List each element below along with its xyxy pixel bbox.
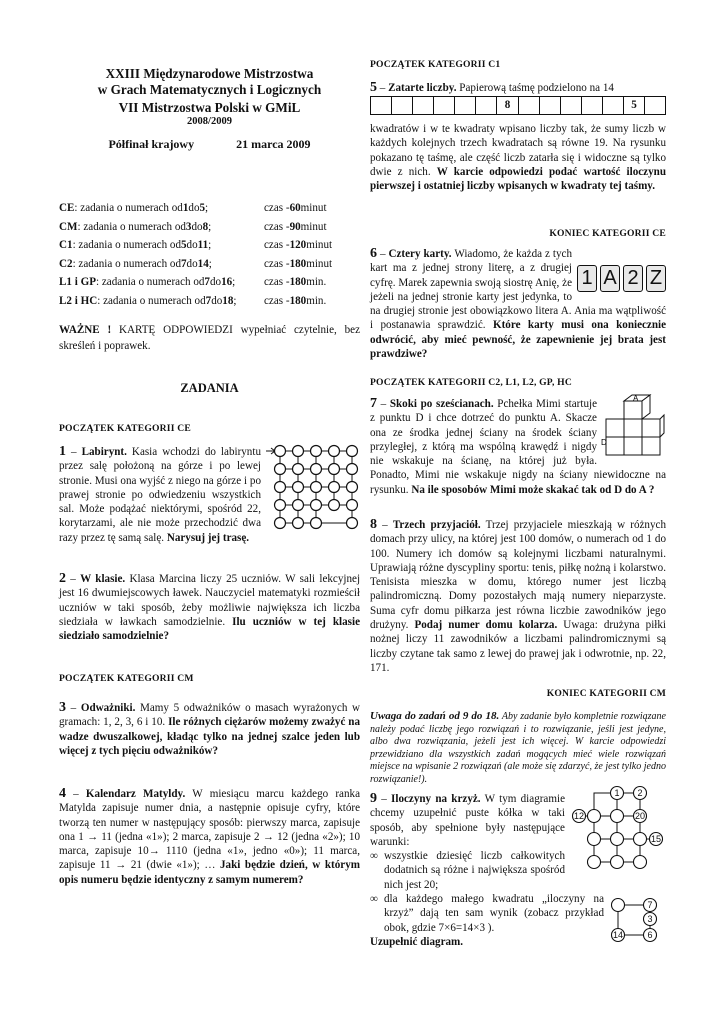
problem-2: 2 – W klasie. Klasa Marcina liczy 25 uczniów. W sali lekcyjnej jest 16 dwumiejscowych ławek. Nauczyciel matematyki rozmieścił uczniów w taki sposób, żeby możliwie największa ich liczba siedziała w ławkach samodzielnie. Ilu uczniów w tej klasie siedziało samodzielnie? bbox=[59, 571, 361, 643]
tape-cell bbox=[645, 97, 665, 114]
schedule-category: CE bbox=[59, 202, 75, 214]
schedule-mid: do bbox=[186, 239, 198, 252]
schedule-time-label: czas - bbox=[264, 239, 290, 252]
schedule-time-label: czas - bbox=[264, 202, 290, 214]
schedule-to: 14 bbox=[197, 257, 209, 270]
problem-9-condition-2: ∞ dla każdego małego kwadratu „iloczyny na krzyż” dają ten sam wynik (zobacz przykład obok, gdzie 7×6=14×3 ). bbox=[370, 892, 666, 935]
schedule-to: 16 bbox=[221, 276, 233, 289]
header bbox=[59, 66, 360, 151]
header-season: 2008/2009 bbox=[187, 115, 232, 127]
schedule-category: C1 bbox=[59, 239, 73, 252]
header-title-3: VII Mistrzostwa Polski w GMiL bbox=[118, 100, 301, 116]
tape-cell bbox=[434, 97, 455, 114]
labyrinth-diagram bbox=[266, 445, 360, 535]
card: Z bbox=[646, 265, 666, 292]
label-start-ce: POCZĄTEK KATEGORII CE bbox=[59, 423, 191, 434]
tape-cell bbox=[476, 97, 497, 114]
tape-cell bbox=[582, 97, 603, 114]
problem-8-body: Trzej przyjaciele mieszkają w różnych domach przy ulicy, na której jest 100 domów, o numerach od 1 do 100. Numery ich domów są kolejnymi liczbami naturalnymi. Uprawiają różne dyscypliny sportu: tenis, piłkę nożną i kolarstwo. Tenisista mieszka w domu, którego numer jest liczbą palindromiczną. Domy pozostałych mają numery nieparzyste. Suma cyfr domu piłkarza jest równa liczbie zawodników jego drużyny. bbox=[370, 519, 666, 632]
schedule-mid: do bbox=[211, 294, 223, 307]
schedule-range bbox=[59, 273, 264, 292]
problem-5-title: Zatarte liczby. bbox=[388, 82, 457, 94]
schedule-row bbox=[59, 255, 360, 274]
problem-9-body: W tym diagramie chcemy uzupełnić puste kółka w taki sposób, aby spełnione były następujące warunki: bbox=[370, 793, 565, 848]
schedule-to: 5 bbox=[199, 202, 206, 214]
cube-label-a: A bbox=[633, 394, 639, 403]
problem-1-ask: Narysuj jej trasę. bbox=[166, 531, 250, 544]
notice bbox=[59, 322, 360, 354]
problem-2-number: 2 bbox=[59, 571, 66, 586]
problem-4-title: Kalendarz Matyldy. bbox=[85, 788, 186, 800]
schedule-mid: do bbox=[188, 202, 200, 214]
problem-6-ask: Które karty musi ona koniecznie odwrócić, aby mieć pewność, że zapewnienie jej brata jest prawdziwe? bbox=[370, 319, 667, 361]
schedule-to: 11 bbox=[197, 239, 209, 252]
schedule-text: : zadania o numerach od bbox=[74, 202, 183, 214]
schedule-end: ; bbox=[232, 276, 236, 289]
problem-8-note: Uwaga: drużyna piłki nożnej liczy 11 zawodników a liczbami palindromicznymi są liczby czytane tak samo z lewej do prawej jak i odwrotnie, np. 22, 171. bbox=[370, 619, 666, 674]
label-start-c1: POCZĄTEK KATEGORII C1 bbox=[370, 59, 501, 70]
grid-number: 2 bbox=[637, 788, 643, 798]
problem-1-body: Kasia wchodzi do labiryntu przez salę położoną na górze i po lewej stronie. Musi ona wyjść z niego na górze i po prawej stronie po odwiedzeniu wszystkich sal. Może podążać niektórymi, spośród 22, korytarzami, ale nie może przechodzić dwa razy przez tę samą salę. bbox=[59, 446, 261, 544]
schedule-mid: do bbox=[186, 257, 198, 270]
notice-bold: WAŻNE ! bbox=[59, 324, 112, 336]
tape-cell: 5 bbox=[624, 97, 645, 114]
schedule-range bbox=[59, 236, 264, 255]
problem-1: 1 – Labirynt. Kasia wchodzi do labiryntu przez salę położoną na górze i po lewej stronie. Musi ona wyjść z niego na górze i po prawej stronie po odwiedzeniu wszystkich sal. Może podążać niektórymi, spośród 22, korytarzami, ale nie może przechodzić dwa razy przez tę samą salę. Narysuj jej trasę. bbox=[59, 445, 360, 545]
header-title-1: XXIII Międzynarodowe Mistrzostwa bbox=[105, 66, 314, 81]
problem-2-body: Klasa Marcina liczy 25 uczniów. W sali lekcyjnej jest 16 dwumiejscowych ławek. Nauczyciel matematyki rozmieścił uczniów w taki sposób, żeby możliwie największa ich liczba siedziała w ławkach samodzielnie. bbox=[59, 573, 361, 628]
header-stage-line bbox=[59, 137, 360, 151]
grid-circle bbox=[611, 810, 624, 823]
schedule-from: 5 bbox=[181, 239, 187, 252]
schedule-text: : zadania o numerach od bbox=[77, 220, 186, 233]
schedule-unit: minut bbox=[306, 257, 333, 270]
schedule-time: 180 bbox=[289, 294, 307, 307]
tape-cell bbox=[519, 97, 540, 114]
cross-product-example bbox=[606, 895, 662, 945]
schedule-text: : zadania o numerach od bbox=[72, 239, 181, 252]
grid-number: 15 bbox=[650, 834, 662, 844]
problem-2-ask: Ilu uczniów w tej klasie siedziało samodzielnie? bbox=[59, 615, 360, 643]
problem-7-number: 7 bbox=[370, 396, 377, 411]
problem-6-title: Cztery karty. bbox=[388, 248, 452, 260]
schedule-category: CM bbox=[59, 220, 78, 233]
cubes-diagram bbox=[602, 393, 666, 459]
schedule-unit: minut bbox=[300, 202, 327, 214]
schedule-from: 7 bbox=[205, 294, 212, 307]
grid-number: 7 bbox=[647, 900, 653, 910]
schedule-end: ; bbox=[208, 257, 212, 270]
grid-number: 20 bbox=[634, 811, 646, 821]
card: A bbox=[600, 265, 620, 292]
header-stage: Półfinał krajowy bbox=[108, 137, 195, 152]
problem-8-number: 8 bbox=[370, 517, 377, 532]
schedule-from: 1 bbox=[182, 202, 189, 214]
cube-label-d: D bbox=[601, 438, 607, 447]
problem-3-ask: Ile różnych ciężarów możemy zważyć na wadze dwuszalkowej, kładąc tylko na jednej szalce jeden lub więcej z tych pięciu odważników? bbox=[59, 716, 361, 757]
problem-5-ask: W karcie odpowiedzi podać wartość iloczynu pierwszej i ostatniej liczby wpisanych w kwadraty tej taśmy. bbox=[370, 165, 666, 193]
schedule-range bbox=[59, 292, 264, 311]
problem-2-title: W klasie. bbox=[80, 573, 126, 585]
problem-9-title: Iloczyny na krzyż. bbox=[391, 793, 481, 805]
problem-9-condition-1: ∞ wszystkie dziesięć liczb całkowitych dodatnich są różne i największa spośród nich jest 20; bbox=[370, 849, 666, 892]
card: 1 bbox=[577, 265, 597, 292]
problem-7: A D 7 – Skoki po sześcianach. Pchełka Mimi startuje z punktu D i chce dotrzeć do punktu A. Skacze ona ze środka jednej ściany na środek ściany przyległej, z którą ma wspólną krawędź i nigdy nie wskakuje na ścianę, na której już była. Ponadto, Mimi nie wskakuje nigdy na ściany niewidoczne na rysunku. Na ile sposobów Mimi może skakać tak od D do A ? bbox=[370, 394, 666, 496]
card: 2 bbox=[623, 265, 643, 292]
schedule-time-label: czas - bbox=[264, 276, 290, 289]
problem-4: 4 – Kalendarz Matyldy. W miesiącu marcu każdego ranka Matylda zapisuje numer dnia, a następnie opisuje cyfry, które tworzą ten numer w następujący sposób: pierwszy marca, zapisuje ona 1 → 11 (jedna «1»); 2 marca, zapisuje 2 → 12 (jedna «2»); 10 marca, zapisuje 10→ 1110 (jedna «1», jedno «0»); 11 marca, zapisuje 11 → 21 (dwie «1»); … Jaki będzie dzień, w którym opis numeru będzie identyczny z samym numerem? bbox=[59, 786, 360, 886]
warning-head: Uwaga do zadań od 9 do 18. bbox=[370, 710, 500, 722]
tape-cell bbox=[455, 97, 476, 114]
problem-9-ask: Uzupełnić diagram. bbox=[370, 935, 464, 948]
problem-7-title: Skoki po sześcianach. bbox=[389, 398, 494, 410]
problem-5-body: kwadratów i w te kwadraty wpisano liczby tak, że sumy liczb w każdych kolejnych trzech kwadratach są równe 19. Na rysunku pokazano tę taśmę, ale część liczb zatarła się i widoczne są tylko dwie z nich. bbox=[370, 123, 666, 178]
schedule-unit: min. bbox=[306, 294, 327, 307]
grid-number: 1 bbox=[614, 788, 620, 798]
schedule-category: L2 i HC bbox=[59, 294, 98, 307]
label-start-cm: POCZĄTEK KATEGORII CM bbox=[59, 673, 194, 684]
problem-7-ask: Na ile sposobów Mimi może skakać tak od D do A ? bbox=[411, 483, 655, 496]
problem-5-intro-text: Papierową taśmę podzielono na 14 bbox=[456, 82, 614, 94]
schedule-end: ; bbox=[233, 294, 237, 307]
schedule-range bbox=[59, 199, 264, 218]
problem-3-number: 3 bbox=[59, 700, 66, 715]
schedule-time-label: czas - bbox=[264, 294, 290, 307]
problem-4-ask: Jaki będzie dzień, w którym opis numeru będzie identyczny z samym numerem? bbox=[59, 859, 360, 886]
schedule-time-label: czas - bbox=[264, 257, 290, 270]
problem-9: 1 2 12 20 15 9 – Iloczyny na krzyż. W tym diagramie chcemy uzupełnić puste kółka w taki sposób, aby spełnione były następujące warunki: ∞ wszystkie dziesięć liczb całkowitych dodatnich są różne i największa spośród nich jest 20; ∞ dla każdego małego kwadratu „iloczyny na krzyż” dają ten sam wynik (zobacz przykład obok, gdzie 7×6=14×3 ). 7 14 6 3 Uzupełnić diagram. bbox=[370, 792, 666, 949]
problem-6: 1 A 2 Z 6 – Cztery karty. Wiadomo, że każda z tych kart ma z jednej strony literę, a z drugiej cyfrę. Marek zapewnia swoją siostrę Anię, że jeżeli na jednej stronie karty jest jedynka, to na drugiej stronie jest obowiązkowo litera A. Ania ma wątpliwość i postanawia sprawdzić. Które karty musi ona koniecznie odwrócić, aby mieć pewność, że zapewnienie jej brata jest prawdziwe? bbox=[370, 246, 667, 361]
problem-4-number: 4 bbox=[59, 786, 66, 801]
schedule-unit: minut bbox=[306, 239, 333, 252]
schedule-time-label: czas - bbox=[264, 220, 290, 233]
problem-1-title: Labirynt. bbox=[81, 446, 127, 458]
schedule-from: 7 bbox=[181, 257, 187, 270]
schedule-text: : zadania o numerach od bbox=[95, 276, 205, 289]
warning-body: Aby zadanie było kompletnie rozwiązane należy podać liczbę jego rozwiązań i to rozwiązanie, jeśli jest jedyne, albo dwa rozwiązania, jeżeli jest ich więcej. W karcie odpowiedzi przewidziano dla wszystkich zadań mogących mieć wiele rozwiązań miejsce na wpisanie 2 rozwiązań (ale może się zdarzyć, że jest tylko jedno rozwiązanie!). bbox=[370, 711, 666, 785]
schedule-category: L1 i GP bbox=[59, 276, 96, 289]
schedule-end: ; bbox=[208, 239, 212, 252]
grid-circle bbox=[612, 899, 625, 912]
schedule-end: ; bbox=[208, 220, 212, 233]
problem-5-intro: 5 – Zatarte liczby. Papierową taśmę podzielono na 14 bbox=[370, 80, 614, 95]
problem-9-number: 9 bbox=[370, 791, 377, 806]
problem-6-number: 6 bbox=[370, 246, 377, 261]
problem-8-title: Trzech przyjaciół. bbox=[392, 519, 481, 531]
grid-circle bbox=[588, 810, 601, 823]
problem-7-body: Pchełka Mimi startuje z punktu D i chce dotrzeć do punktu A. Skacze ona ze środka jednej ściany na środek ściany przyległej, z którą ma wspólną krawędź i nigdy nie wskakuje na ścianę, na której już była. Ponadto, Mimi nie wskakuje nigdy na ściany niewidoczne na rysunku. bbox=[370, 398, 666, 496]
schedule-unit: min. bbox=[306, 276, 327, 289]
grid-circle bbox=[611, 833, 624, 846]
grid-number: 14 bbox=[612, 930, 624, 940]
grid-number: 12 bbox=[573, 811, 585, 821]
grid-number: 6 bbox=[647, 930, 653, 940]
schedule-mid: do bbox=[191, 220, 203, 233]
problem-6-body: Wiadomo, że każda z tych kart ma z jednej strony literę, a z drugiej cyfrę. Marek zapewnia swoją siostrę Anię, że jeżeli na jednej stronie karty jest jedynka, to na drugiej stronie jest obowiązkowo litera A. Ania ma wątpliwość i postanawia sprawdzić. bbox=[370, 248, 666, 332]
schedule-unit: minut bbox=[300, 220, 327, 233]
schedule-range bbox=[59, 255, 264, 274]
schedule-row bbox=[59, 292, 360, 311]
schedule-range bbox=[59, 218, 264, 237]
tape bbox=[370, 96, 666, 115]
zadania-title: ZADANIA bbox=[180, 381, 239, 395]
schedule-to: 18 bbox=[222, 294, 234, 307]
schedule-row bbox=[59, 273, 360, 292]
notice-text: KARTĘ ODPOWIEDZI wypełniać czytelnie, bez skreśleń i poprawek. bbox=[59, 324, 360, 352]
schedule-end: ; bbox=[205, 202, 209, 214]
schedule bbox=[59, 199, 360, 311]
schedule-from: 3 bbox=[185, 220, 192, 233]
header-date: 21 marca 2009 bbox=[236, 137, 311, 152]
tape-cell bbox=[540, 97, 561, 114]
schedule-time: 120 bbox=[289, 239, 307, 252]
tape-cell bbox=[371, 97, 392, 114]
schedule-mid: do bbox=[209, 276, 222, 289]
problem-5-number: 5 bbox=[370, 80, 377, 95]
problem-3-body: Mamy 5 odważników o masach wyrażonych w gramach: 1, 2, 3, 6 i 10. bbox=[59, 702, 361, 729]
label-end-cm: KONIEC KATEGORII CM bbox=[546, 688, 666, 699]
tape-cell bbox=[413, 97, 434, 114]
problem-1-number: 1 bbox=[59, 444, 66, 459]
problem-3: 3 – Odważniki. Mamy 5 odważników o masach wyrażonych w gramach: 1, 2, 3, 6 i 10. Ile różnych ciężarów możemy zważyć na wadze dwuszalkowej, kładąc tylko na jednej szalce jeden lub więcej z tych pięciu odważników? bbox=[59, 700, 361, 757]
schedule-row bbox=[59, 218, 360, 237]
schedule-time: 90 bbox=[289, 220, 301, 233]
schedule-from: 7 bbox=[204, 276, 210, 289]
cards bbox=[577, 265, 666, 292]
problem-8-ask: Podaj numer domu kolarza. bbox=[414, 619, 558, 632]
tape-cell bbox=[561, 97, 582, 114]
schedule-row bbox=[59, 236, 360, 255]
problem-4-body: W miesiącu marcu każdego ranka Matylda zapisuje numer dnia, a następnie opisuje cyfry, które tworzą ten numer w następujący sposób: pierwszy marca, zapisuje ona 1 → 11 (jedna «1»); 2 marca, zapisuje 2 → 12 (jedna «2»); 10 marca, zapisuje 10→ 1110 (jedna «1», jedno «0»); 11 marca, zapisuje 11 → 21 (dwie «1»); … bbox=[59, 788, 360, 872]
problem-3-title: Odważniki. bbox=[80, 702, 136, 714]
schedule-category: C2 bbox=[59, 257, 73, 270]
tape-cell bbox=[603, 97, 624, 114]
problem-8: 8 – Trzech przyjaciół. Trzej przyjaciele mieszkają w różnych domach przy ulicy, na której jest 100 domów, o numerach od 1 do 100. Numery ich domów są kolejnymi liczbami naturalnymi. Uprawiają różne dyscypliny sportu: tenis, piłkę nożną i kolarstwo. Tenisista mieszka w domu, którego numer jest liczbą palindromiczną. Domy pozostałych mają numery nieparzyste. Suma cyfr domu piłkarza jest równa liczbie zawodników jego drużyny. Podaj numer domu kolarza. Uwaga: drużyna piłki nożnej liczy 11 zawodników a liczbami palindromicznymi są liczby czytane tak samo z lewej do prawej jak i odwrotnie, np. 22, 171. bbox=[370, 517, 666, 674]
grid-number: 3 bbox=[647, 914, 653, 924]
schedule-time: 60 bbox=[289, 202, 301, 214]
problem-5 bbox=[370, 122, 666, 193]
schedule-time: 180 bbox=[289, 257, 307, 270]
grid-circle bbox=[588, 833, 601, 846]
grid-circle bbox=[634, 833, 647, 846]
schedule-row bbox=[59, 199, 360, 218]
header-title-2: w Grach Matematycznych i Logicznych bbox=[97, 81, 322, 97]
schedule-time: 180 bbox=[289, 276, 307, 289]
label-start-c2: POCZĄTEK KATEGORII C2, L1, L2, GP, HC bbox=[370, 377, 572, 388]
schedule-text: : zadania o numerach od bbox=[72, 257, 181, 270]
warning-note bbox=[370, 710, 666, 787]
tape-cell bbox=[392, 97, 413, 114]
schedule-to: 8 bbox=[202, 220, 209, 233]
schedule-text: : zadania o numerach od bbox=[97, 294, 206, 307]
tape-cell: 8 bbox=[497, 97, 518, 114]
label-end-ce: KONIEC KATEGORII CE bbox=[549, 228, 666, 239]
